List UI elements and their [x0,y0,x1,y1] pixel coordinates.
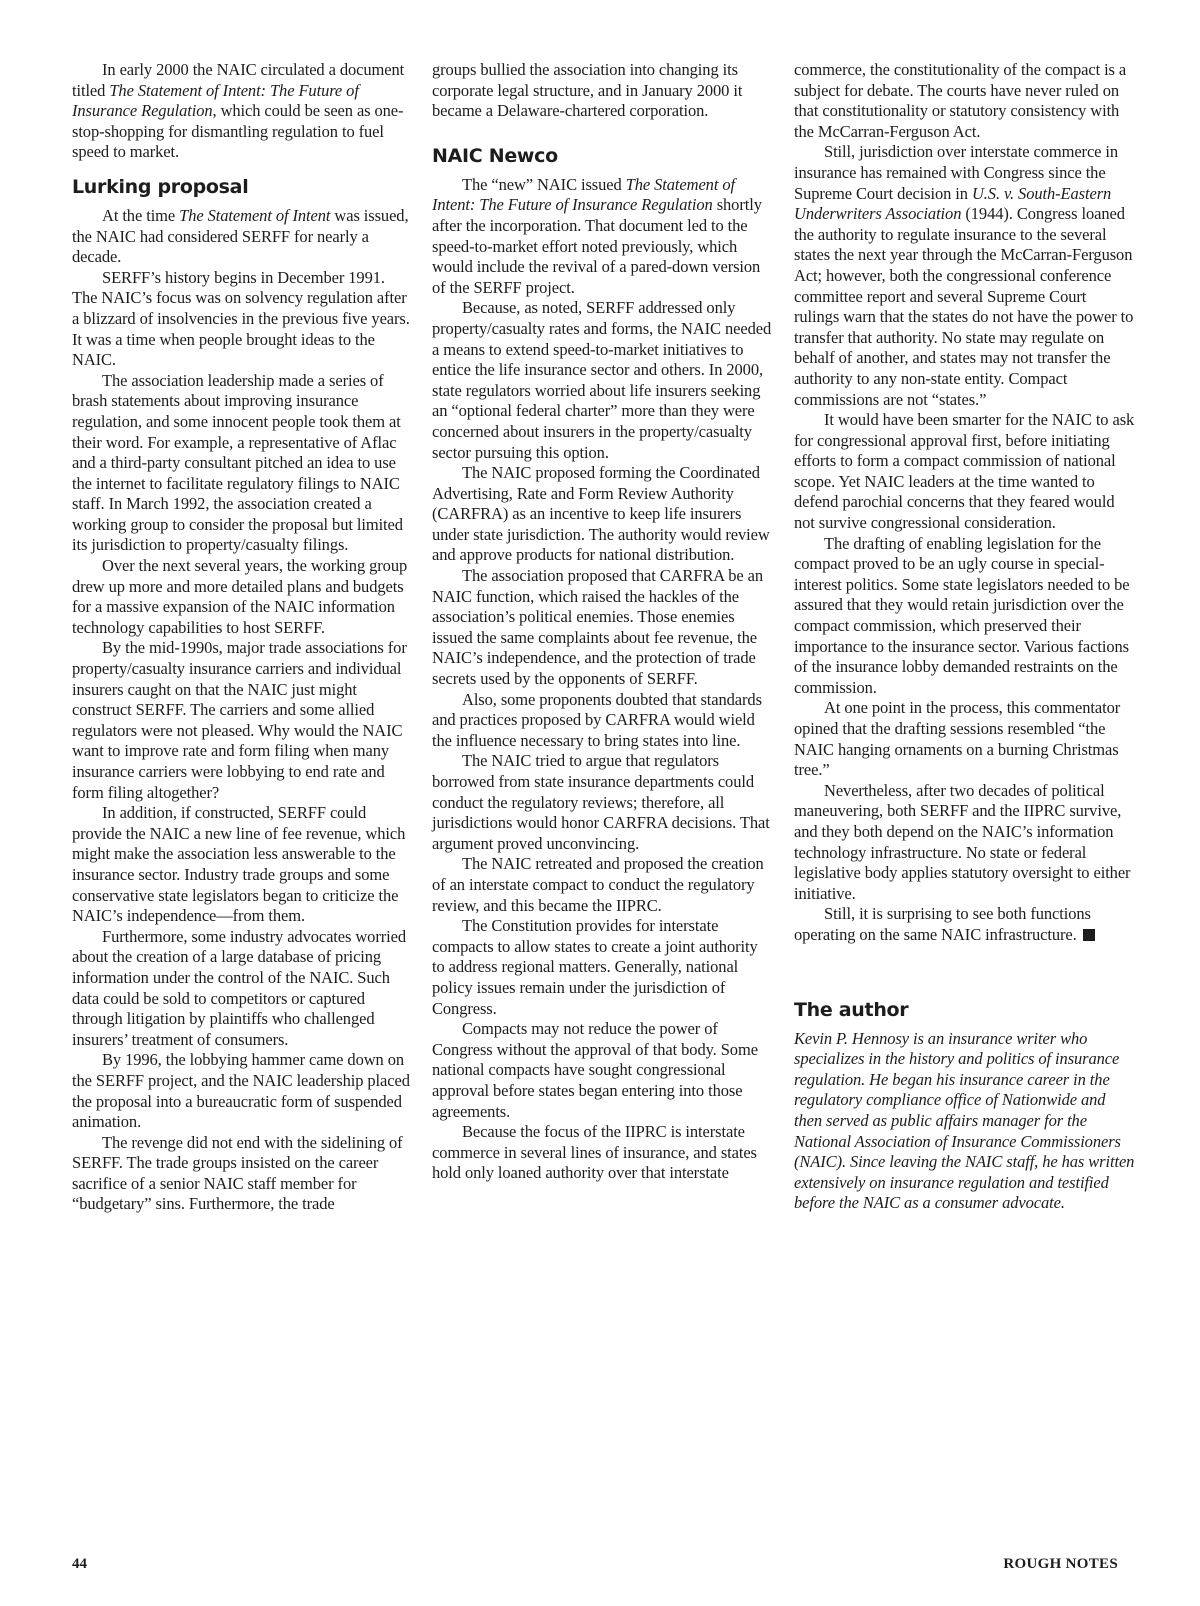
paragraph: In early 2000 the NAIC circulated a document titled The Statement of Intent: The Future of Insurance Regulation, which could be seen as one-stop-shopping for dismantling regulation to fuel speed to market. [72,60,405,162]
document-title: The Statement of Intent: The Future of Insurance Regulation [432,174,735,215]
author-bio: Kevin P. Hennosy is an insurance writer who specializes in the history and politics of insurance regulation. He began his insurance career in the regulatory compliance office of Nationwide and then served as public affairs manager for the National Association of Insurance Commissioners (NAIC). Since leaving the NAIC staff, he has written extensively on insurance regulation and testified before the NAIC as a consumer advocate. [794,1028,1135,1213]
paragraph: commerce, the constitutionality of the compact is a subject for debate. The courts have never ruled on that constitutionality or statutory consistency with the McCarran-Ferguson Act. [794,60,1127,141]
case-citation: U.S. v. South-Eastern Underwriters Association [794,183,1112,224]
author-heading: The author [794,998,909,1021]
page-number: 44 [72,1556,87,1572]
paragraph: By 1996, the lobbying hammer came down on the SERFF project, and the NAIC leadership placed the proposal into a bureaucratic form of suspended animation. [72,1050,410,1132]
column-1 [72,60,413,1215]
paragraph: By the mid-1990s, major trade associations for property/casualty insurance carriers and individual insurers caught on that the NAIC just might construct SERFF. The carriers and some allied regulators were not pleased. Why would the NAIC want to improve rate and form filing when many insurance carriers were lobbying to end rate and form filing altogether? [72,638,407,802]
paragraph: At the time The Statement of Intent was issued, the NAIC had considered SERFF for nearly a decade. [72,205,409,267]
paragraph: The drafting of enabling legislation for the compact proved to be an ugly course in special-interest politics. Some state legislators needed to be assured that they would retain jurisdiction over the compact commission, which preserved their importance to the insurance sector. Various factions of the insurance lobby demanded restraints on the commission. [794,533,1130,697]
paragraph: The NAIC retreated and proposed the creation of an interstate compact to conduct the regulatory review, and this became the IIPRC. [432,854,764,915]
paragraph: In addition, if constructed, SERFF could provide the NAIC a new line of fee revenue, which might make the association less answerable to the insurance sector. Industry trade groups and some conservative state legislators began to criticize the NAIC’s independence—from them. [72,803,406,926]
paragraph: Also, some proponents doubted that standards and practices proposed by CARFRA would wield the influence necessary to bring states into line. [432,689,762,750]
paragraph: groups bullied the association into changing its corporate legal structure, and in January 2000 it became a Delaware-chartered corporation. [432,60,743,121]
document-title: The Statement of Intent [179,205,331,225]
section-heading: NAIC Newco [432,144,558,167]
end-of-article-mark [1083,929,1095,941]
paragraph: The association proposed that CARFRA be an NAIC function, which raised the hackles of the association’s political enemies. Those enemies issued the same complaints about fee revenue, the NAIC’s independence, and the protection of trade secrets used by the opponents of SERFF. [432,566,764,689]
paragraph: SERFF’s history begins in December 1991. The NAIC’s focus was on solvency regulation after a blizzard of insolvencies in the previous five years. It was a time when people brought ideas to the NAIC. [72,267,410,370]
paragraph: Because, as noted, SERFF addressed only property/casualty rates and forms, the NAIC needed a means to extend speed-to-market initiatives to entice the life insurance sector and others. In 2000, state regulators worried about life insurers seeking an “optional federal charter” more than they were concerned about insurers in the property/casualty sector pursuing this option. [432,298,772,462]
paragraph: Compacts may not reduce the power of Congress without the approval of that body. Some national compacts have sought congressional approval before states began entering into those agreements. [432,1019,758,1121]
paragraph: The NAIC tried to argue that regulators borrowed from state insurance departments could conduct the regulatory reviews; therefore, all jurisdictions would honor CARFRA decisions. That argument proved unconvincing. [432,751,770,853]
publication-name: ROUGH NOTES [1003,1556,1118,1572]
paragraph: Because the focus of the IIPRC is interstate commerce in several lines of insurance, and states hold only loaned authority over that interstate [432,1122,757,1183]
paragraph: The revenge did not end with the sidelining of SERFF. The trade groups insisted on the career sacrifice of a senior NAIC staff member for “budgetary” sins. Furthermore, the trade [72,1132,403,1214]
paragraph: Nevertheless, after two decades of political maneuvering, both SERFF and the IIPRC survive, and they both depend on the NAIC’s information technology infrastructure. No state or federal legislative body applies statutory oversight to either initiative. [794,780,1131,903]
paragraph: Still, jurisdiction over interstate commerce in insurance has remained with Congress since the Supreme Court decision in U.S. v. South-Eastern Underwriters Association (1944). Congress loaned the authority to regulate insurance to the several states the next year through the McCarran-Ferguson Act; however, both the congressional conference committee report and several Supreme Court rulings warn that the states do not have the power to transfer that authority. No state may regulate on behalf of another, and states may not transfer the authority to any non-state entity. Compact commissions are not “states.” [794,142,1134,409]
section-heading: Lurking proposal [72,175,249,198]
paragraph: Over the next several years, the working group drew up more and more detailed plans and budgets for a massive expansion of the NAIC information technology capabilities to host SERFF. [72,556,408,637]
paragraph: Still, it is surprising to see both functions operating on the same NAIC infrastructure. [794,904,1135,945]
paragraph: It would have been smarter for the NAIC to ask for congressional approval first, before initiating efforts to form a compact commission of national scope. Yet NAIC leaders at the time wanted to defend parochial concerns that they feared would not survive congressional consideration. [794,410,1135,533]
paragraph: The NAIC proposed forming the Coordinated Advertising, Rate and Form Review Authority (CARFRA) as an incentive to keep life insurers under state jurisdiction. The authority would review and approve products for national distribution. [432,463,770,565]
paragraph: The association leadership made a series of brash statements about improving insurance regulation, and some innocent people took them at their word. For example, a representative of Aflac and a third-party consultant pitched an idea to use the internet to facilitate regulatory filings to NAIC staff. In March 1992, the association created a working group to consider the proposal but limited its jurisdiction to property/casualty filings. [72,370,403,555]
paragraph: The “new” NAIC issued The Statement of Intent: The Future of Insurance Regulation shortly after the incorporation. That document led to the speed-to-market effort noted previously, which would include the revival of a pared-down version of the SERFF project. [432,174,762,297]
column-2 [432,60,773,1184]
paragraph: The Constitution provides for interstate compacts to allow states to create a joint authority to address regional matters. Generally, national policy issues remain under the jurisdiction of Congress. [432,916,758,1018]
document-title: The Statement of Intent: The Future of Insurance Regulation [72,80,359,121]
column-3 [794,60,1135,1214]
paragraph: Furthermore, some industry advocates worried about the creation of a large database of pricing information under the control of the NAIC. Such data could be sold to competitors or captured through litigation by plaintiffs who challenged insurers’ treatment of consumers. [72,926,406,1049]
paragraph: At one point in the process, this commentator opined that the drafting sessions resembled “the NAIC hanging ornaments on a burning Christmas tree.” [794,698,1121,780]
